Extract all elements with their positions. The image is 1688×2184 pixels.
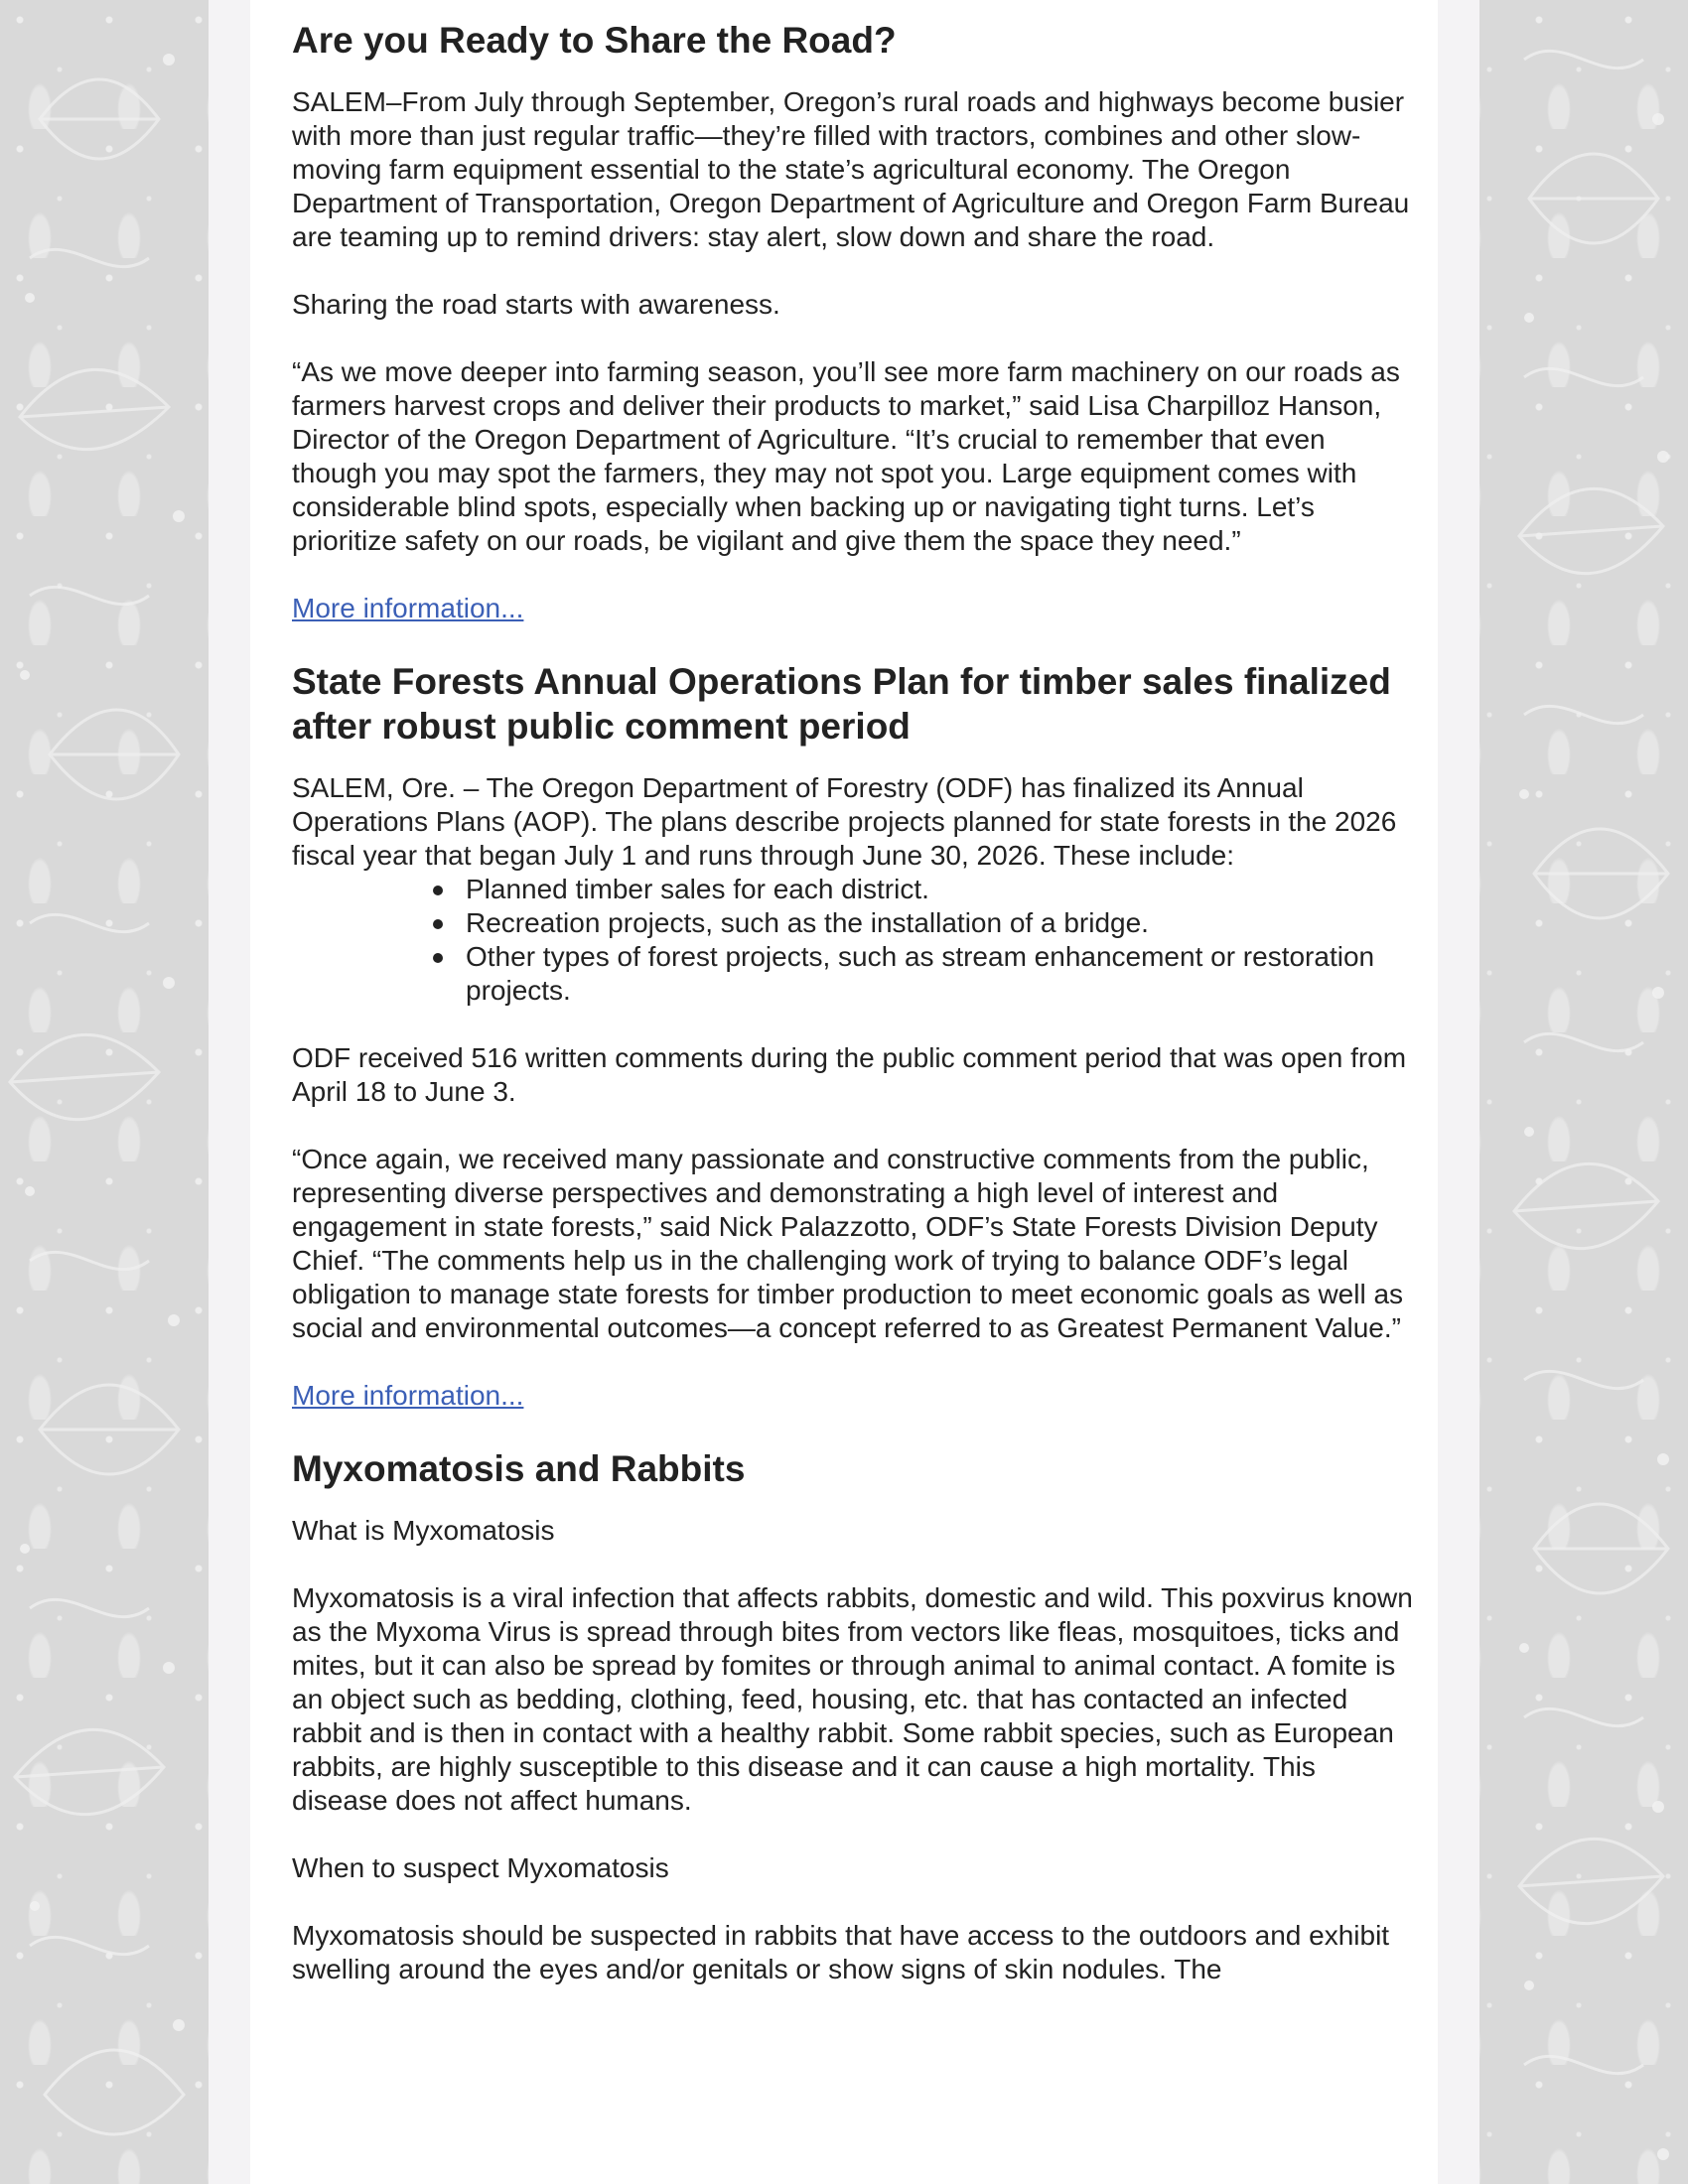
article-state-forests xyxy=(292,659,1414,1413)
article-paragraph: Myxomatosis should be suspected in rabbits that have access to the outdoors and exhibit swelling around the eyes and/or genitals or show signs of skin nodules. The xyxy=(292,1920,1390,1984)
article-subheading: What is Myxomatosis xyxy=(292,1515,555,1546)
leaf-pattern-left xyxy=(0,0,209,2184)
article-myxomatosis xyxy=(292,1446,1414,1986)
list-item: Other types of forest projects, such as stream enhancement or restoration projects. xyxy=(466,940,1414,1008)
article-subheading: When to suspect Myxomatosis xyxy=(292,1852,669,1883)
article-paragraph: SALEM–From July through September, Oregon’s rural roads and highways become busier with more than just regular traffic—they’re filled with tractors, combines and other slow-moving farm equipment essential to the state’s agricultural economy. The Oregon Department of Transportation, Oregon Department of Agriculture and Oregon Farm Bureau are teaming up to remind drivers: stay alert, slow down and share the road. xyxy=(292,86,1410,252)
article-share-the-road xyxy=(292,18,1414,625)
article-paragraph: “Once again, we received many passionate and constructive comments from the public, representing diverse perspectives and demonstrating a high level of interest and engagement in state forests,” said Nick Palazzotto, ODF’s State Forests Division Deputy Chief. “The comments help us in the challenging work of trying to balance ODF’s legal obligation to manage state forests for timber production to meet economic goals as well as social and environmental outcomes—a concept referred to as Greatest Permanent Value.” xyxy=(292,1144,1404,1343)
more-information-link[interactable]: More information... xyxy=(292,593,524,623)
right-decorative-border xyxy=(1499,0,1688,2184)
article-title: Are you Ready to Share the Road? xyxy=(292,20,897,61)
list-item: Planned timber sales for each district. xyxy=(466,873,1414,906)
article-paragraph: Myxomatosis is a viral infection that affects rabbits, domestic and wild. This poxvirus known as the Myxoma Virus is spread through bites from vectors like fleas, mosquitoes, ticks and mites, but it can also be spread by fomites or through animal to animal contact. A fomite is an object such as bedding, clothing, feed, housing, etc. that has contacted an infected rabbit and is then in contact with a healthy rabbit. Some rabbit species, such as European rabbits, are highly susceptible to this disease and it can cause a high mortality. This disease does not affect humans. xyxy=(292,1582,1413,1816)
more-information-link[interactable]: More information... xyxy=(292,1380,524,1411)
newsletter-content xyxy=(250,0,1438,2184)
left-decorative-border xyxy=(0,0,209,2184)
article-title: State Forests Annual Operations Plan for timber sales finalized after robust public comment period xyxy=(292,661,1391,747)
leaf-pattern-right xyxy=(1499,0,1688,2184)
list-item: Recreation projects, such as the installation of a bridge. xyxy=(466,906,1414,940)
article-paragraph: Sharing the road starts with awareness. xyxy=(292,289,780,320)
article-paragraph: ODF received 516 written comments during the public comment period that was open from April 18 to June 3. xyxy=(292,1042,1407,1107)
article-title: Myxomatosis and Rabbits xyxy=(292,1448,746,1489)
article-paragraph: “As we move deeper into farming season, you’ll see more farm machinery on our roads as farmers harvest crops and deliver their products to market,” said Lisa Charpilloz Hanson, Director of the Oregon Department of Agriculture. “It’s crucial to remember that even though you may spot the farmers, they may not spot you. Large equipment comes with considerable blind spots, especially when backing up or navigating tight turns. Let’s prioritize safety on our roads, be vigilant and give them the space they need.” xyxy=(292,356,1400,556)
article-column xyxy=(292,18,1414,2020)
article-paragraph: SALEM, Ore. – The Oregon Department of Forestry (ODF) has finalized its Annual Operations Plans (AOP). The plans describe projects planned for state forests in the 2026 fiscal year that began July 1 and runs through June 30, 2026. These include: xyxy=(292,772,1397,871)
bullet-list xyxy=(292,873,1414,1008)
